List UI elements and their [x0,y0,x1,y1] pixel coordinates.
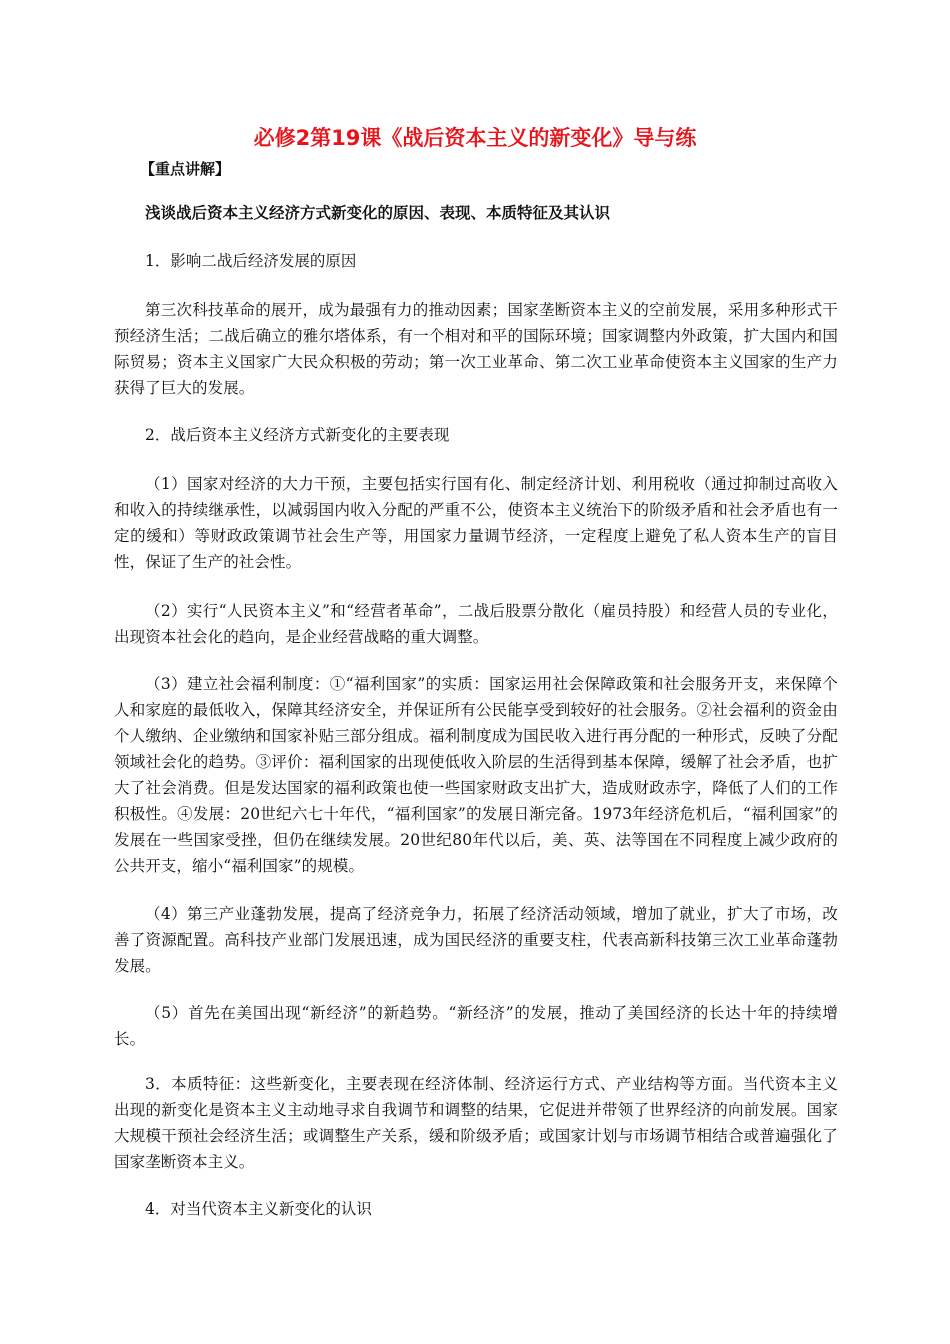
section-label: 【重点讲解】 [140,160,231,178]
point2-item-4: （4）第三产业蓬勃发展，提高了经济竞争力，拓展了经济活动领域，增加了就业，扩大了市场，改善了资源配置。高科技产业部门发展迅速，成为国民经济的重要支柱，代表高新科技第三次工业革命蓬勃发展。 [114,905,838,975]
document-title: 必修2第19课《战后资本主义的新变化》导与练 [253,126,697,150]
topic-subheading: 浅谈战后资本主义经济方式新变化的原因、表现、本质特征及其认识 [145,204,611,222]
point2-item-3: （3）建立社会福利制度：①“福利国家”的实质：国家运用社会保障政策和社会服务开支，来保障个人和家庭的最低收入，保障其经济安全，并保证所有公民能享受到较好的社会服务。②社会福利的资金由个人缴纳、企业缴纳和国家补贴三部分组成。福利制度成为国民收入进行再分配的一种形式，反映了分配领域社会化的趋势。③评价：福利国家的出现使低收入阶层的生活得到基本保障，缓解了社会矛盾，也扩大了社会消费。但是发达国家的福利政策也使一些国家财政支出扩大，造成财政赤字，降低了人们的工作积极性。④发展：20世纪六七十年代，“福利国家”的发展日渐完备。1973年经济危机后，“福利国家”的发展在一些国家受挫，但仍在继续发展。20世纪80年代以后，美、英、法等国在不同程度上减少政府的公共开支，缩小“福利国家”的规模。 [114,675,838,875]
point2-item-5: （5）首先在美国出现“新经济”的新趋势。“新经济”的发展，推动了美国经济的长达十年的持续增长。 [114,1004,838,1048]
point4-heading: 4．对当代资本主义新变化的认识 [145,1200,372,1218]
point2-item-2: （2）实行“人民资本主义”和“经营者革命”，二战后股票分散化（雇员持股）和经营人员的专业化，出现资本社会化的趋向，是企业经营战略的重大调整。 [114,602,838,646]
point2-heading: 2．战后资本主义经济方式新变化的主要表现 [145,426,450,444]
point1-heading: 1．影响二战后经济发展的原因 [145,252,357,270]
point1-paragraph: 第三次科技革命的展开，成为最强有力的推动因素；国家垄断资本主义的空前发展，采用多种形式干预经济生活；二战后确立的雅尔塔体系，有一个相对和平的国际环境；国家调整内外政策，扩大国内和国际贸易；资本主义国家广大民众积极的劳动；第一次工业革命、第二次工业革命使资本主义国家的生产力获得了巨大的发展。 [114,301,838,397]
point3-paragraph: 3．本质特征：这些新变化，主要表现在经济体制、经济运行方式、产业结构等方面。当代资本主义出现的新变化是资本主义主动地寻求自我调节和调整的结果，它促进并带领了世界经济的向前发展。国家大规模干预社会经济生活；或调整生产关系，缓和阶级矛盾；或国家计划与市场调节相结合或普遍强化了国家垄断资本主义。 [114,1075,838,1171]
point2-item-1: （1）国家对经济的大力干预，主要包括实行国有化、制定经济计划、利用税收（通过抑制过高收入和收入的持续继承性，以减弱国内收入分配的严重不公，使资本主义统治下的阶级矛盾和社会矛盾也有一定的缓和）等财政政策调节社会生产等，用国家力量调节经济，一定程度上避免了私人资本生产的盲目性，保证了生产的社会性。 [114,475,838,571]
